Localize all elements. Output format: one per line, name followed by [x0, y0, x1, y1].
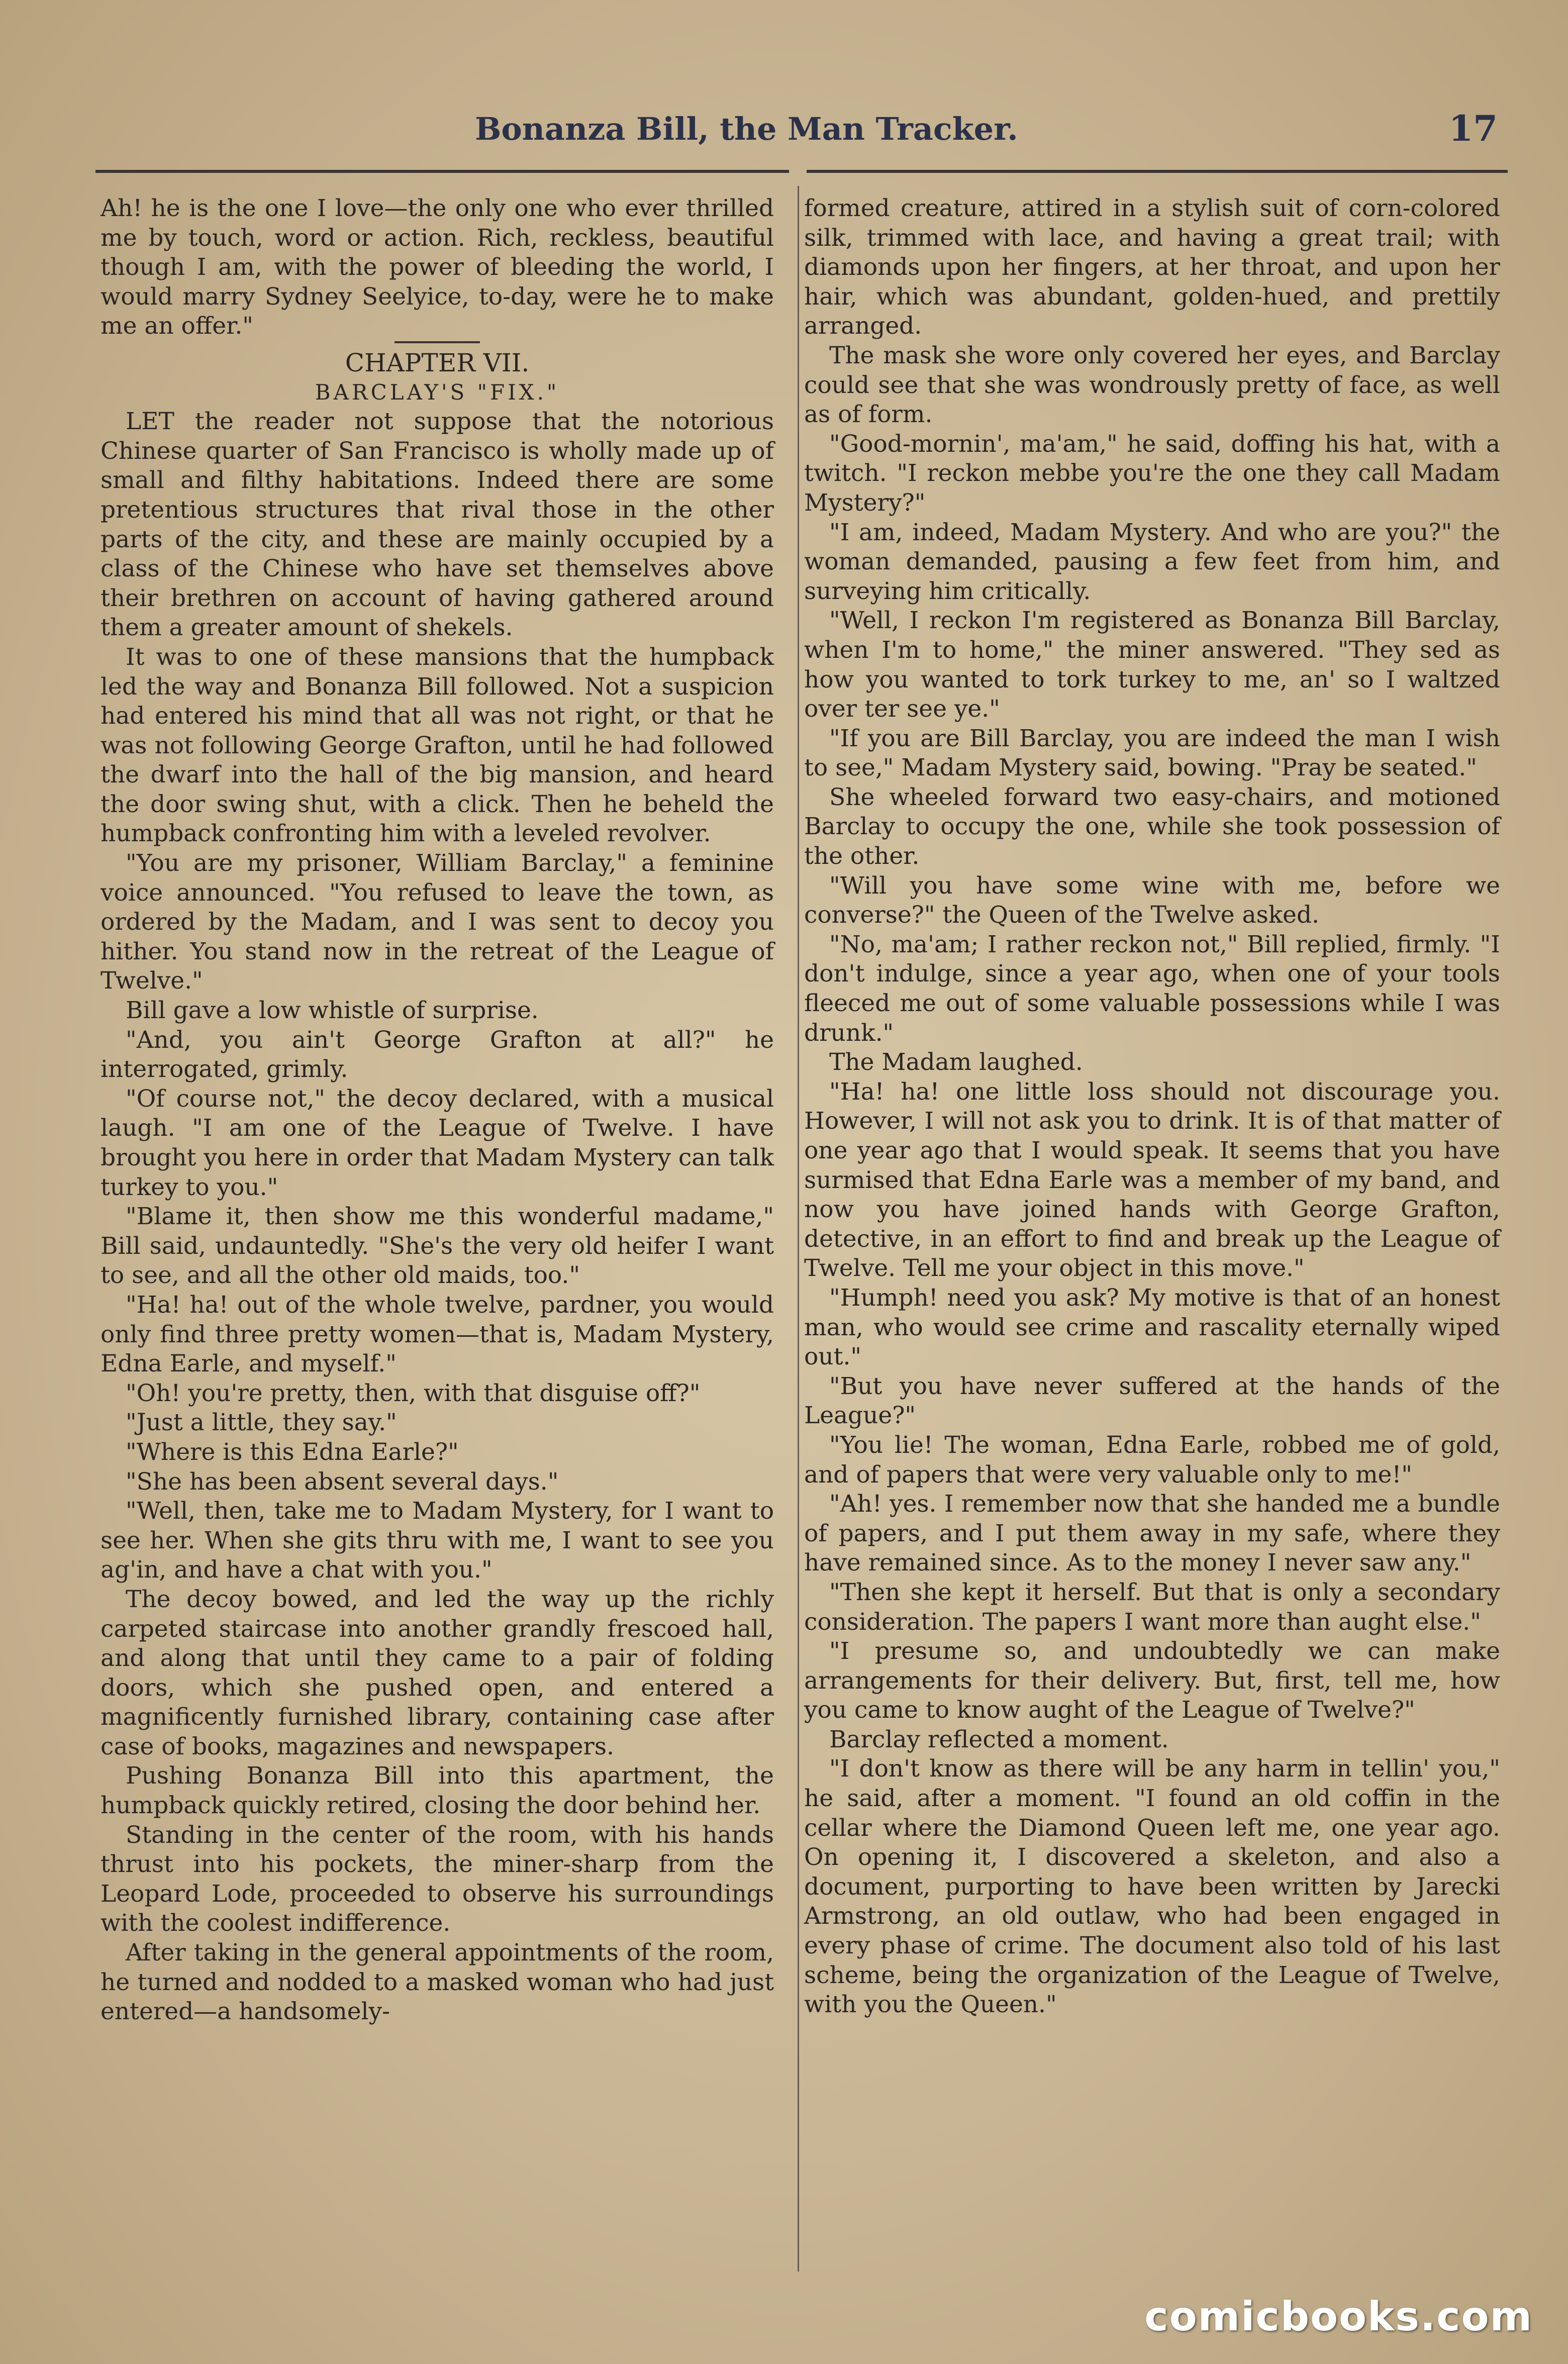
continued-paragraph: formed creature, attired in a stylish suit of corn-colored silk, trimmed with lace, and having a great trail; with diamonds upon her fingers, at her throat, and upon her hair, which was abundant, golden-hued, and prettily arranged. — [804, 194, 1500, 340]
page-header — [75, 106, 1498, 156]
paragraph: LET the reader not suppose that the notorious Chinese quarter of San Francisco is wholly made up of small and filthy habitations. Indeed there are some pretentious structures that rival those in the other parts of the city, and these are mainly occupied by a class of the Chinese who have set themselves above their brethren on account of having gathered around them a greater amount of shekels. — [101, 408, 774, 642]
paragraph: "Oh! you're pretty, then, with that disguise off?" — [126, 1379, 701, 1407]
paragraph: "Of course not," the decoy declared, with a musical laugh. "I am one of the League of Twelve. I have brought you here in order that Madam Mystery can talk turkey to you." — [101, 1085, 774, 1201]
paragraph: The mask she wore only covered her eyes, and Barclay could see that she was wondrously pretty of face, as well as of form. — [804, 341, 1500, 429]
paragraph: "Ha! ha! one little loss should not discourage you. However, I will not ask you to drink. It is of that matter of one year ago that I would speak. It seems that you have surmised that Edna Earle was a member of my band, and now you have joined hands with George Grafton, detective, in an effort to find and break up the League of Twelve. Tell me your object in this move." — [804, 1077, 1500, 1283]
header-rule-right — [807, 170, 1508, 173]
paragraph: "Humph! need you ask? My motive is that of an honest man, who would see crime and rascality eternally wiped out." — [804, 1284, 1500, 1371]
paragraph: "You lie! The woman, Edna Earle, robbed me of gold, and of papers that were very valuable only to me!" — [804, 1431, 1500, 1489]
paragraph: "I am, indeed, Madam Mystery. And who are you?" the woman demanded, pausing a few feet from him, and surveying him critically. — [804, 518, 1500, 605]
chapter-subtitle: BARCLAY'S "FIX." — [315, 379, 560, 405]
paragraph: "Will you have some wine with me, before we converse?" the Queen of the Twelve asked. — [804, 871, 1500, 929]
page-number: 17 — [1448, 108, 1498, 149]
paragraph: Standing in the center of the room, with his hands thrust into his pockets, the miner-sharp from the Leopard Lode, proceeded to observe his surroundings with the coolest indifference. — [101, 1821, 774, 1937]
running-title: Bonanza Bill, the Man Tracker. — [475, 111, 1018, 147]
paragraph: "No, ma'am; I rather reckon not," Bill replied, firmly. "I don't indulge, since a year ago, when one of your tools fleeced me out of some valuable possessions while I was drunk." — [804, 930, 1500, 1047]
paragraph: "Good-mornin', ma'am," he said, doffing his hat, with a twitch. "I reckon mebbe you're the one they call Madam Mystery?" — [804, 430, 1500, 517]
paragraph: "You are my prisoner, William Barclay," a feminine voice announced. "You refused to leave the town, as ordered by the Madam, and I was sent to decoy you hither. You stand now in the retreat of the League of Twelve." — [101, 849, 774, 995]
paragraph: "Where is this Edna Earle?" — [126, 1438, 459, 1466]
paragraph: Barclay reflected a moment. — [829, 1725, 1169, 1753]
paragraph: "And, you ain't George Grafton at all?" he interrogated, grimly. — [101, 1026, 774, 1084]
paragraph: She wheeled forward two easy-chairs, and motioned Barclay to occupy the one, while she took possession of the other. — [804, 783, 1500, 870]
paragraph: "Then she kept it herself. But that is only a secondary consideration. The papers I want more than aught else." — [804, 1578, 1500, 1636]
paragraph: "Ha! ha! out of the whole twelve, pardner, you would only find three pretty women—that is, Madam Mystery, Edna Earle, and myself." — [101, 1291, 774, 1378]
paragraph: The decoy bowed, and led the way up the richly carpeted staircase into another grandly frescoed hall, and along that until they came to a pair of folding doors, which she pushed open, and entered a magnificently furnished library, containing case after case of books, magazines and newspapers. — [101, 1585, 774, 1760]
paragraph: "But you have never suffered at the hands of the League?" — [804, 1372, 1500, 1430]
paragraph: "Just a little, they say." — [126, 1409, 397, 1437]
paragraph: "If you are Bill Barclay, you are indeed the man I wish to see," Madam Mystery said, bowing. "Pray be seated." — [804, 724, 1500, 782]
paragraph: "I don't know as there will be any harm in tellin' you," he said, after a moment. "I found an old coffin in the cellar where the Diamond Queen left me, one year ago. On opening it, I discovered a skeleton, and also a document, purporting to have been written by Jarecki Armstrong, an old outlaw, who had been engaged in every phase of crime. The document also told of his last scheme, being the organization of the League of Twelve, with you the Queen." — [804, 1755, 1500, 2019]
paragraph: "She has been absent several days." — [126, 1467, 559, 1496]
paragraph: Bill gave a low whistle of surprise. — [126, 997, 539, 1025]
right-column — [804, 194, 1500, 2020]
paragraph: "I presume so, and undoubtedly we can make arrangements for their delivery. But, first, tell me, how you came to know aught of the League of Twelve?" — [804, 1637, 1500, 1724]
chapter-title: CHAPTER VII. — [101, 341, 774, 378]
paragraph: Pushing Bonanza Bill into this apartment, the humpback quickly retired, closing the door behind her. — [101, 1762, 774, 1820]
paragraph: It was to one of these mansions that the humpback led the way and Bonanza Bill followed. Not a suspicion had entered his mind that all was not right, or that he was not following George Grafton, until he had followed the dwarf into the hall of the big mansion, and heard the door swing shut, with a click. Then he beheld the humpback confronting him with a leveled revolver. — [101, 643, 774, 848]
paragraph: "Blame it, then show me this wonderful madame," Bill said, undauntedly. "She's the very old heifer I want to see, and all the other old maids, too." — [101, 1203, 774, 1290]
paragraph: "Ah! yes. I remember now that she handed me a bundle of papers, and I put them away in my safe, where they have remained since. As to the money I never saw any." — [804, 1490, 1500, 1577]
paragraph: "Well, then, take me to Madam Mystery, for I want to see her. When she gits thru with me, I want to see you ag'in, and have a chat with you." — [101, 1497, 774, 1584]
header-rule-left — [95, 170, 789, 173]
watermark: comicbooks.com — [1144, 2293, 1533, 2340]
column-divider — [798, 186, 799, 2272]
paragraph: "Well, I reckon I'm registered as Bonanza Bill Barclay, when I'm to home," the miner answered. "They sed as how you wanted to tork turkey to me, an' so I waltzed over ter see ye." — [804, 607, 1500, 723]
paragraph: The Madam laughed. — [829, 1048, 1083, 1076]
opening-paragraph: Ah! he is the one I love—the only one who ever thrilled me by touch, word or action. Rich, reckless, beautiful though I am, with the power of bleeding the world, I would marry Sydney Seelyice, to-day, were he to make me an offer." — [101, 194, 774, 340]
left-column — [101, 194, 774, 2027]
paragraph: After taking in the general appointments of the room, he turned and nodded to a masked woman who had just entered—a handsomely- — [101, 1939, 774, 2026]
